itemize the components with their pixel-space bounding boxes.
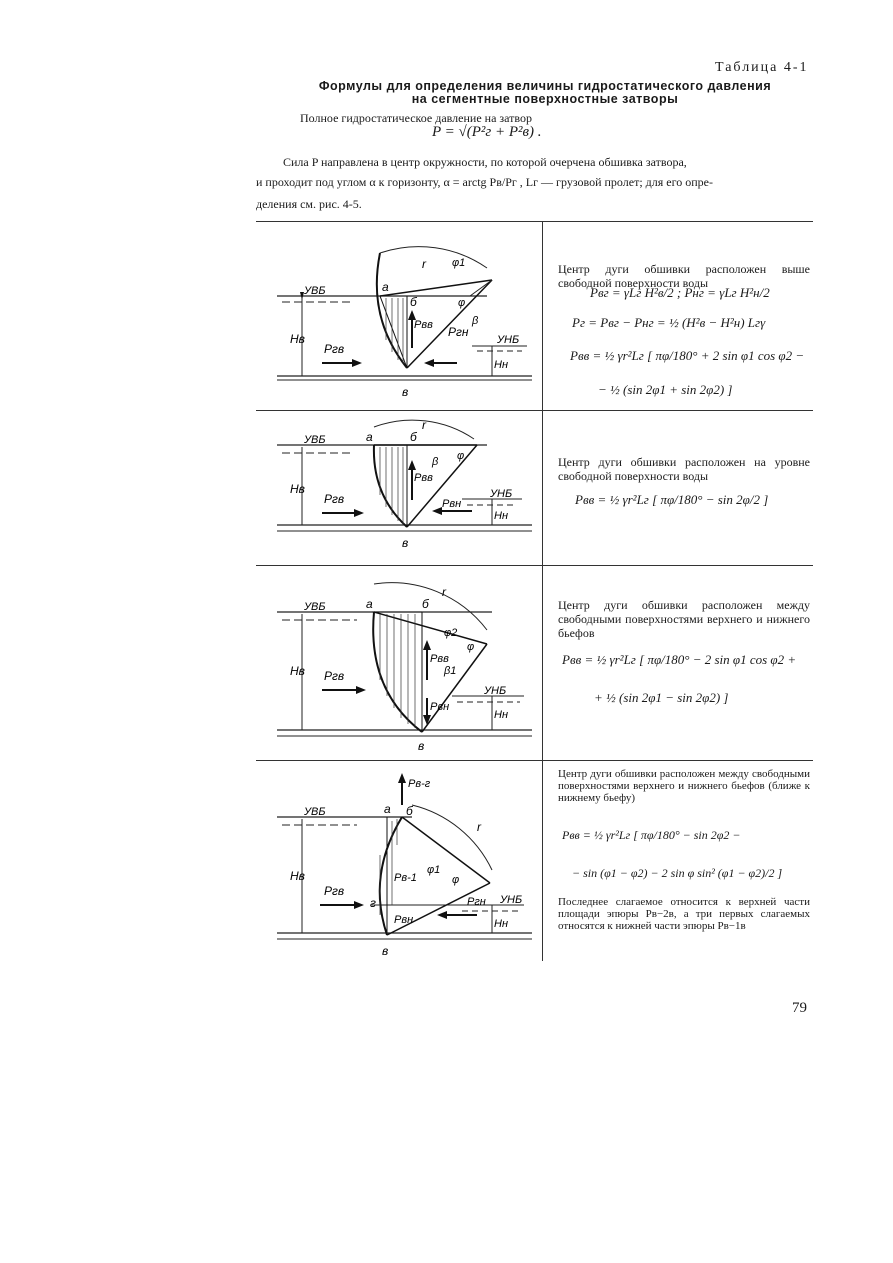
row-2-description: Центр дуги обшивки расположен на уровне свободной поверхности воды: [558, 455, 810, 483]
row-4-formula-1: Pвв = ½ γr²Lг [ πφ/180° − sin 2φ2 −: [562, 828, 741, 842]
label-uvb: УВБ: [304, 285, 326, 297]
label-pv-v: Pвв: [430, 653, 449, 665]
row-4-description: Центр дуги обшивки расположен между свободными поверхностями верхнего и нижнего бьефов (ближе к нижнему бьефу): [558, 768, 810, 804]
label-v: в: [402, 385, 409, 399]
label-a: а: [382, 280, 389, 294]
label-pg-n: Pгн: [448, 325, 469, 339]
label-pg-v: Pгв: [324, 669, 345, 683]
label-v: в: [418, 739, 425, 753]
label-a: а: [384, 802, 391, 816]
intro-line-2: Сила P направлена в центр окружности, по которой очерчена обшивка затвора,: [283, 155, 687, 169]
label-phi1: φ1: [427, 864, 441, 876]
label-hv: Hв: [290, 664, 305, 678]
label-r: r: [422, 257, 426, 271]
label-r: r: [442, 585, 446, 599]
label-a: а: [366, 430, 373, 444]
label-b: б: [406, 804, 413, 818]
label-hv: Hв: [290, 482, 305, 496]
table-column-divider: [542, 221, 543, 961]
label-pg-v: Pгв: [324, 884, 345, 898]
label-hv: Hв: [290, 869, 305, 883]
label-pg-v: Pгв: [324, 342, 345, 356]
label-pv-v2: Pв-г: [408, 778, 431, 790]
label-a: а: [366, 597, 373, 611]
title-line-2: на сегментные поверхностные затворы: [411, 92, 679, 106]
row-1-formula-2: Pг = Pвг − Pнг = ½ (H²в − H²н) Lгγ: [572, 315, 766, 330]
label-unb: УНБ: [500, 894, 523, 906]
row-1-description: Центр дуги обшивки расположен выше свободной поверхности воды: [558, 262, 810, 290]
label-pv-v1: Pв-1: [394, 872, 417, 884]
label-unb: УНБ: [490, 488, 513, 500]
label-phi: φ: [467, 641, 475, 653]
label-phi1: φ1: [452, 257, 466, 269]
label-pv-n: Pвн: [442, 498, 462, 510]
label-pg-n: Pгн: [467, 896, 486, 908]
diagram-row-4: [262, 765, 537, 960]
label-pv-n: Pвн: [430, 701, 450, 713]
label-hn: Hн: [494, 918, 508, 930]
label-v: в: [382, 944, 389, 958]
label-r: r: [422, 418, 426, 432]
label-unb: УНБ: [484, 685, 507, 697]
row-1-formula-1: Pвг = γLг H²в/2 ; Pнг = γLг H²н/2: [590, 285, 770, 300]
label-unb: УНБ: [497, 334, 520, 346]
label-beta1: β1: [444, 665, 457, 677]
title-line-1: Формулы для определения величины гидростатического давления: [318, 79, 772, 93]
label-g: г: [370, 896, 376, 910]
intro-line-3: и проходит под углом α к горизонту, α = arctg Pв/Pг , Lг — грузовой пролет; для его опре-: [256, 175, 713, 189]
label-beta: β: [432, 456, 439, 468]
row-2-formula-1: Pвв = ½ γr²Lг [ πφ/180° − sin 2φ/2 ]: [575, 492, 769, 507]
row-4-formula-2: − sin (φ1 − φ2) − 2 sin φ sin² (φ1 − φ2)/2 ]: [572, 866, 783, 880]
label-hn: Hн: [494, 709, 508, 721]
label-b: б: [422, 597, 429, 611]
row-3-formula-1: Pвв = ½ γr²Lг [ πφ/180° − 2 sin φ1 cos φ2 +: [562, 652, 797, 667]
diagram-row-3: [262, 570, 537, 755]
label-beta: β: [472, 315, 479, 327]
label-hn: Hн: [494, 359, 508, 371]
intro-line-4: деления см. рис. 4-5.: [256, 197, 362, 211]
page-number: 79: [792, 1000, 807, 1016]
table-label: Таблица 4-1: [715, 60, 809, 75]
label-pg-v: Pгв: [324, 492, 345, 506]
diagram-row-1: [262, 228, 537, 408]
table-rule-top: [256, 221, 813, 222]
label-uvb: УВБ: [304, 806, 326, 818]
label-v: в: [402, 536, 409, 550]
label-pv-v: Pвв: [414, 319, 433, 331]
diagram-row-2: [262, 415, 537, 565]
label-phi: φ: [452, 874, 460, 886]
row-1-formula-3: Pвв = ½ γr²Lг [ πφ/180° + 2 sin φ1 cos φ2 −: [570, 348, 805, 363]
label-hn: Hн: [494, 510, 508, 522]
table-title: [250, 80, 840, 106]
label-phi2: φ2: [444, 627, 458, 639]
label-phi: φ: [457, 450, 465, 462]
label-pv-n: Pвн: [394, 914, 414, 926]
label-b: б: [410, 295, 417, 309]
label-uvb: УВБ: [304, 434, 326, 446]
label-hv: Hв: [290, 332, 305, 346]
label-pv-v: Pвв: [414, 472, 433, 484]
table-rule-3: [256, 760, 813, 761]
label-phi: φ: [458, 297, 466, 309]
row-4-note: Последнее слагаемое относится к верхней части площади эпюры Pв−2в, а три первых слагаемых относятся к нижней части эпюры Pв−1в: [558, 896, 810, 932]
label-b: б: [410, 430, 417, 444]
intro-line-1: Полное гидростатическое давление на затвор: [300, 111, 532, 125]
row-3-formula-2: + ½ (sin 2φ1 − sin 2φ2) ]: [594, 690, 729, 705]
label-uvb: УВБ: [304, 601, 326, 613]
table-rule-2: [256, 565, 813, 566]
row-3-description: Центр дуги обшивки расположен между свободными поверхностями верхнего и нижнего бьефов: [558, 598, 810, 640]
label-r: r: [477, 820, 481, 834]
table-rule-1: [256, 410, 813, 411]
row-1-formula-4: − ½ (sin 2φ1 + sin 2φ2) ]: [598, 382, 733, 397]
intro-formula: P = √(P²г + P²в) .: [432, 124, 542, 140]
